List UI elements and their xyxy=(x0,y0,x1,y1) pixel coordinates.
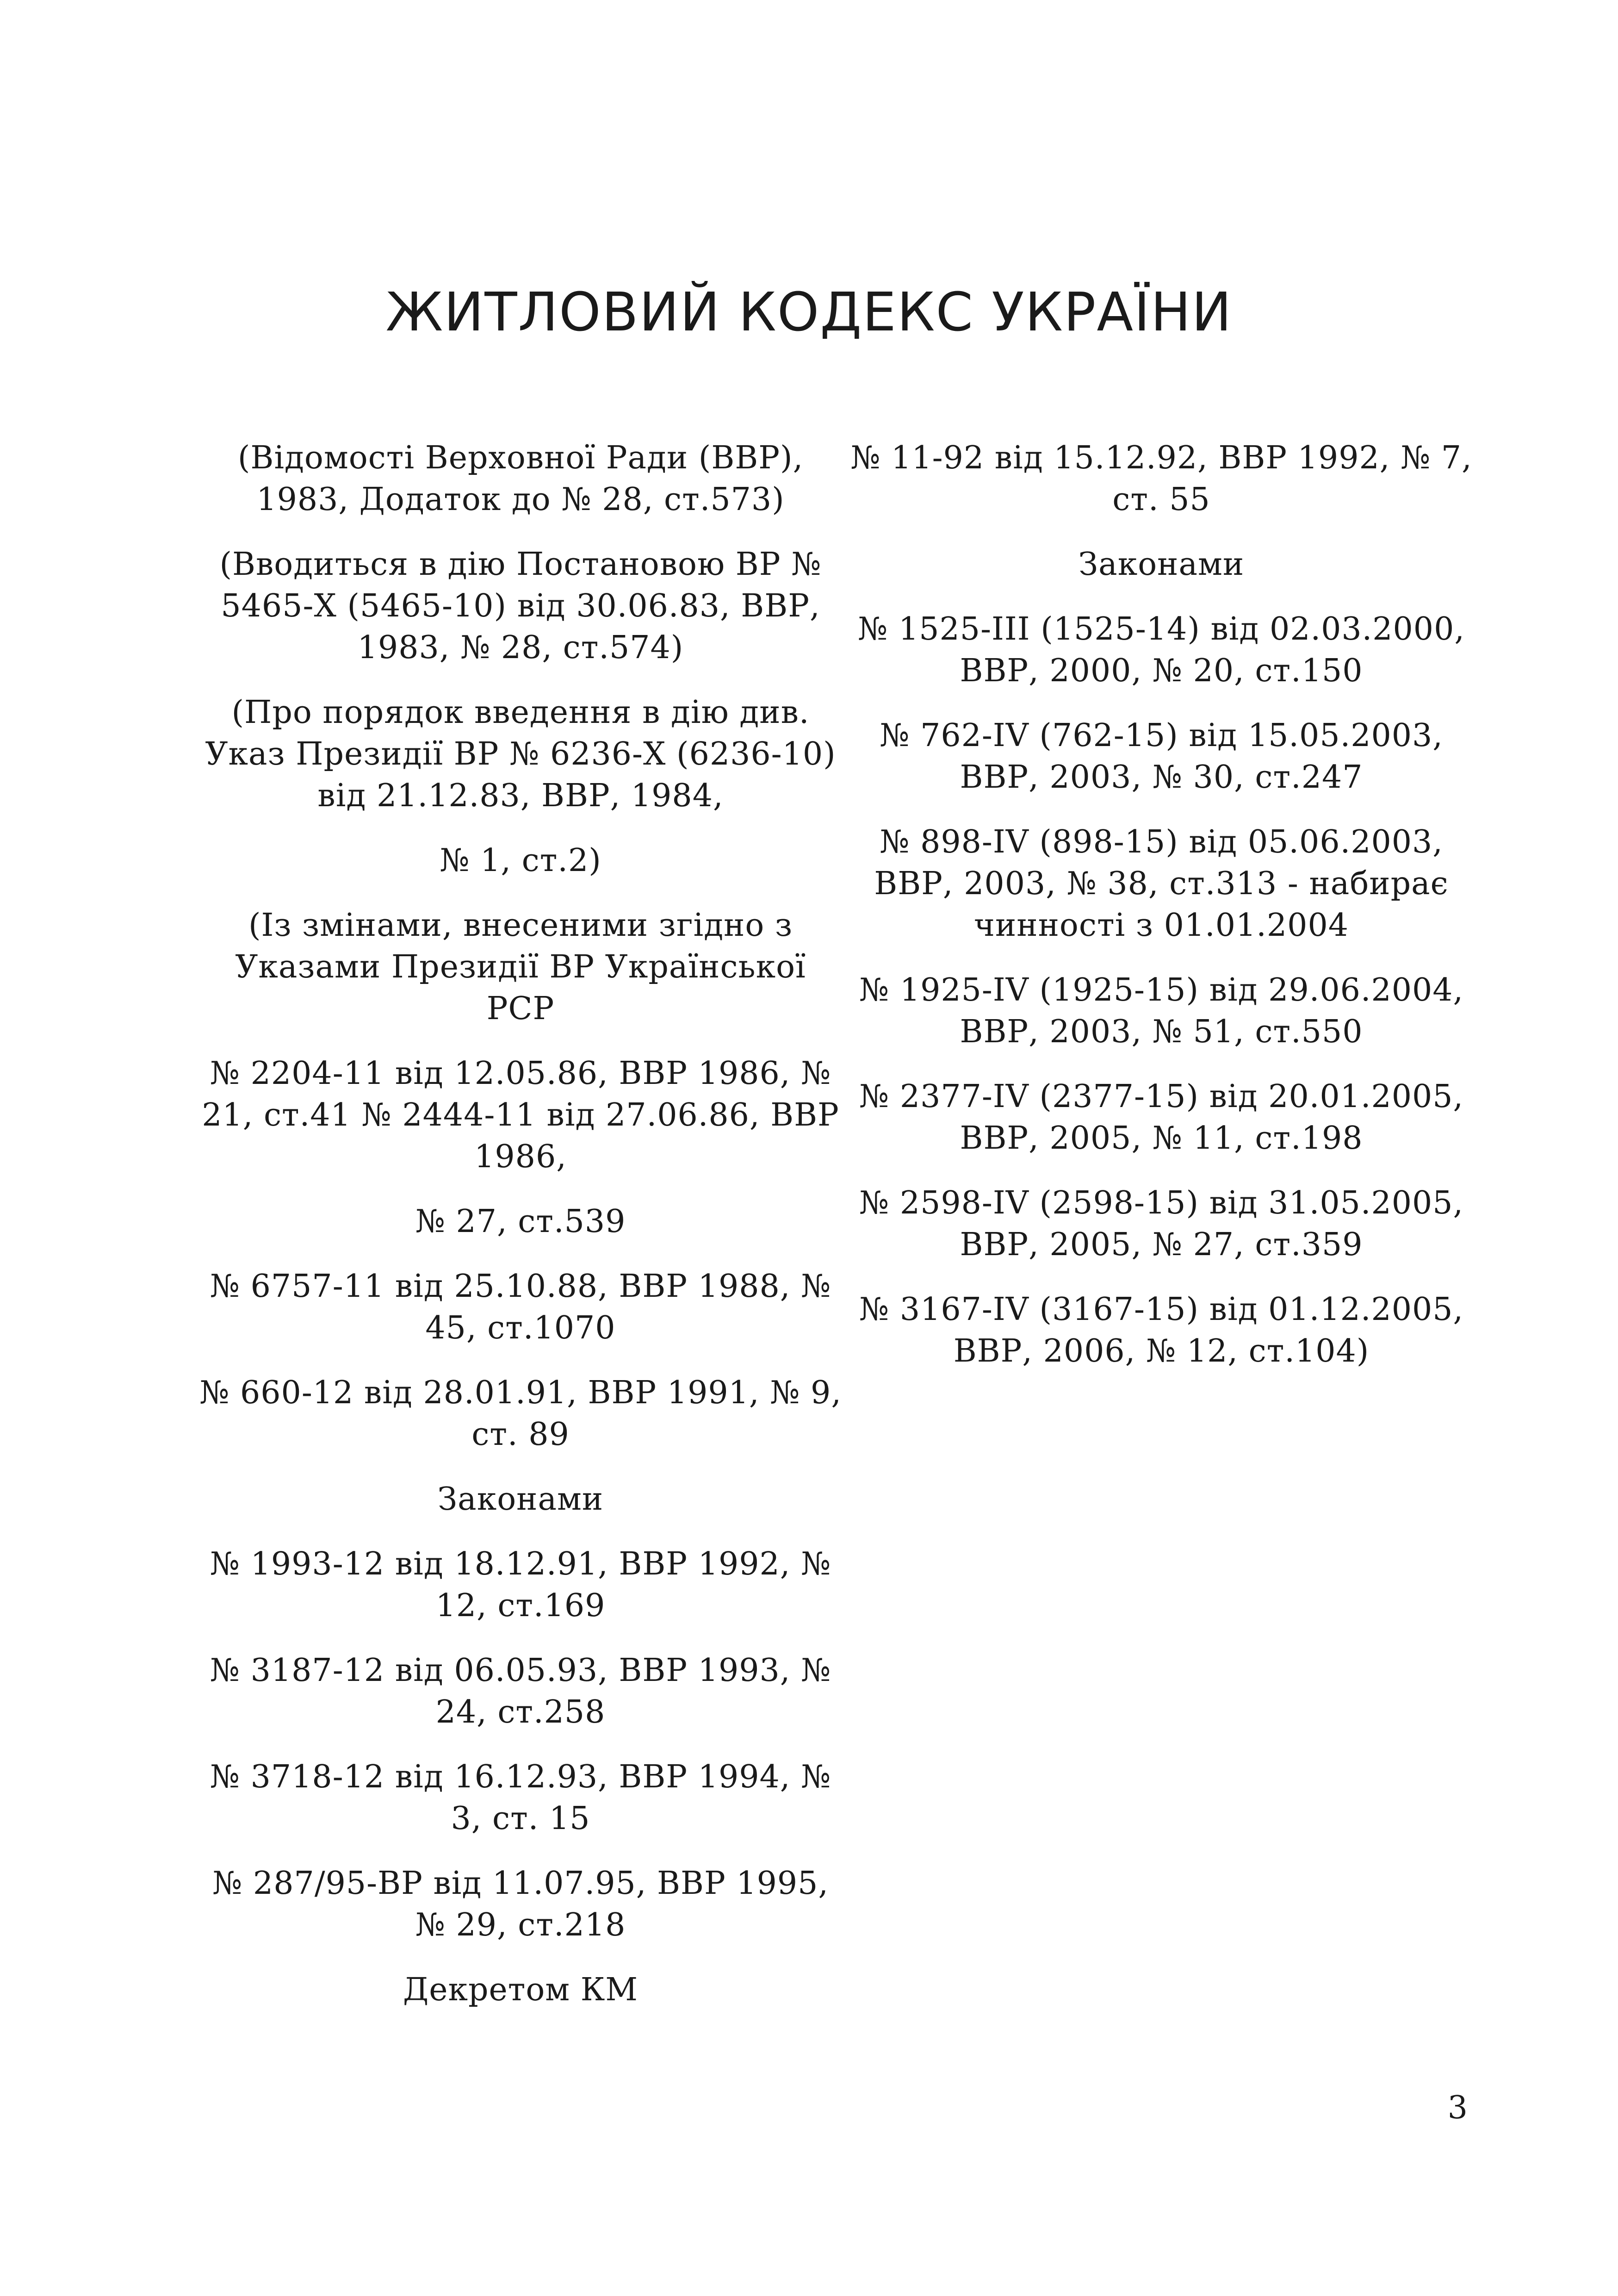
section-heading: Декретом КМ xyxy=(403,1972,639,2008)
paragraph: (Вводиться в дію Постановою ВР № 5465-X (5465-10) від 30.06.83, ВВР, 1983, № 28, ст.574) xyxy=(219,546,822,666)
paragraph: № 2204-11 від 12.05.86, ВВР 1986, № 21, ст.41 № 2444-11 від 27.06.86, ВВР 1986, xyxy=(202,1055,839,1175)
paragraph: № 1925-IV (1925-15) від 29.06.2004, ВВР, 2003, № 51, ст.550 xyxy=(859,972,1464,1050)
paragraph: № 11-92 від 15.12.92, ВВР 1992, № 7, ст. 55 xyxy=(850,440,1472,518)
section-heading: Законами xyxy=(1078,546,1245,583)
paragraph: № 762-IV (762-15) від 15.05.2003, ВВР, 2003, № 30, ст.247 xyxy=(880,717,1443,796)
paragraph: № 1525-III (1525-14) від 02.03.2000, ВВР, 2000, № 20, ст.150 xyxy=(858,611,1465,689)
paragraph: № 3187-12 від 06.05.93, ВВР 1993, № 24, ст.258 xyxy=(210,1652,831,1730)
paragraph: № 1, ст.2) xyxy=(440,842,601,879)
paragraph: № 3167-IV (3167-15) від 01.12.2005, ВВР, 2006, № 12, ст.104) xyxy=(859,1291,1464,1369)
section-heading: Законами xyxy=(437,1481,604,1518)
paragraph: № 898-IV (898-15) від 05.06.2003, ВВР, 2003, № 38, ст.313 - набирає чинності з 01.01.2004 xyxy=(874,824,1449,944)
paragraph: (Про порядок введення в дію див. Указ Президії ВР № 6236-X (6236-10) від 21.12.83, ВВР, 1984, xyxy=(205,694,836,814)
paragraph: № 1993-12 від 18.12.91, ВВР 1992, № 12, ст.169 xyxy=(210,1546,831,1624)
page-title: ЖИТЛОВИЙ КОДЕКС УКРАЇНИ xyxy=(385,281,1233,343)
paragraph: № 660-12 від 28.01.91, ВВР 1991, № 9, ст. 89 xyxy=(199,1375,842,1453)
paragraph: № 2598-IV (2598-15) від 31.05.2005, ВВР, 2005, № 27, ст.359 xyxy=(859,1185,1464,1263)
paragraph: № 27, ст.539 xyxy=(415,1203,626,1240)
paragraph: № 3718-12 від 16.12.93, ВВР 1994, № 3, ст. 15 xyxy=(210,1759,831,1837)
paragraph: № 287/95-ВР від 11.07.95, ВВР 1995, № 29, ст.218 xyxy=(212,1865,829,1943)
right-column xyxy=(842,437,1481,1395)
paragraph: № 2377-IV (2377-15) від 20.01.2005, ВВР, 2005, № 11, ст.198 xyxy=(859,1078,1464,1157)
page-number: 3 xyxy=(1447,2090,1468,2126)
left-column xyxy=(199,437,842,2034)
paragraph: (Із змінами, внесеними згідно з Указами Президії ВР Української РСР xyxy=(235,907,806,1027)
paragraph: № 6757-11 від 25.10.88, ВВР 1988, № 45, ст.1070 xyxy=(210,1268,831,1346)
paragraph: (Відомості Верховної Ради (ВВР), 1983, Додаток до № 28, ст.573) xyxy=(237,440,804,518)
